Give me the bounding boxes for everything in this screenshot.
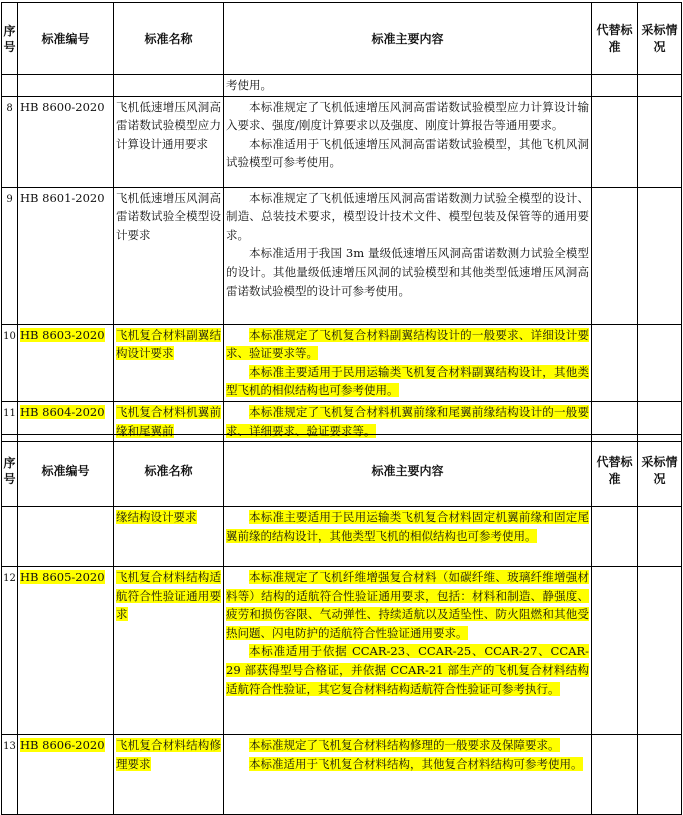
- row-content: 本标准规定了飞机复合材料机翼前缘和尾翼前缘结构设计的一般要求、详细要求、验证要求等。: [224, 401, 592, 441]
- row-no: 9: [2, 187, 18, 324]
- row-no: 12: [2, 567, 18, 735]
- row-code: HB 8606-2020: [20, 738, 105, 752]
- row-content: 本标准规定了飞机复合材料副翼结构设计的一般要求、详细设计要求、验证要求等。 本标准主要适用于民用运输类飞机复合材料副翼结构设计，其他类型飞机的相似结构也可参考使用。: [224, 324, 592, 401]
- row-content: 考使用。: [224, 75, 592, 97]
- row-no: 8: [2, 96, 18, 187]
- table-header-row: [2, 3, 682, 75]
- header-content: 标准主要内容: [224, 435, 592, 507]
- row-name: 缘结构设计要求: [116, 510, 197, 524]
- row-code: HB 8605-2020: [20, 570, 105, 584]
- table-header-row: [2, 435, 682, 507]
- header-replace: 代替标准: [592, 3, 638, 75]
- row-code: HB 8601-2020: [18, 187, 114, 324]
- header-adopt: 采标情况: [638, 435, 682, 507]
- table-row: [2, 187, 682, 324]
- header-no: 序号: [2, 435, 18, 507]
- header-replace: 代替标准: [592, 435, 638, 507]
- row-no: 13: [2, 735, 18, 815]
- table-row-continued: [2, 75, 682, 97]
- row-name: 飞机复合材料结构适航符合性验证通用要求: [116, 570, 221, 622]
- row-name: 飞机复合材料机翼前缘和尾翼前: [116, 404, 221, 438]
- row-code: HB 8603-2020: [20, 327, 105, 342]
- row-content: 本标准规定了飞机纤维增强复合材料（如碳纤维、玻璃纤维增强材料等）结构的适航符合性验证通用要求，包括：材料和制造、静强度、疲劳和损伤容限、气动弹性、持续适航以及适坠性、防火阻燃和其他受热问题、闪电防护的适航符合性验证通用要求。 本标准适用于依据 CCAR-23、CCAR-25、CCAR-27、CCAR-29 部获得型号合格证，并依据 CCAR-21 部生产的飞机复合材料结构适航符合性验证，其它复合材料结构适航符合性验证可参考执行。: [224, 567, 592, 735]
- row-code: HB 8604-2020: [20, 404, 105, 419]
- standards-table-1: [1, 2, 682, 442]
- row-no: 11: [2, 401, 18, 441]
- header-adopt: 采标情况: [638, 3, 682, 75]
- row-name: 飞机复合材料结构修理要求: [116, 738, 221, 771]
- table-row: [2, 324, 682, 401]
- row-content: 本标准规定了飞机低速增压风洞高雷诺数测力试验全模型的设计、制造、总装技术要求，模型设计技术文件、模型包装及保管等的通用要求。 本标准适用于我国 3m 量级低速增压风洞高雷诺数测力试验全模型的设计。其他量级低速增压风洞的试验模型和其他类型低速增压风洞高雷诺数试验模型的设计可参考使用。: [224, 187, 592, 324]
- table-row: [2, 96, 682, 187]
- row-content: 本标准规定了飞机复合材料结构修理的一般要求及保障要求。 本标准适用于飞机复合材料结构，其他复合材料结构可参考使用。: [224, 735, 592, 815]
- standards-table-2: [1, 434, 682, 815]
- table-row: [2, 735, 682, 815]
- header-no: 序号: [2, 3, 18, 75]
- header-code: 标准编号: [18, 435, 114, 507]
- row-name: 飞机低速增压风洞高雷诺数试验模型应力计算设计通用要求: [114, 96, 224, 187]
- header-name: 标准名称: [114, 435, 224, 507]
- row-code: HB 8600-2020: [18, 96, 114, 187]
- header-content: 标准主要内容: [224, 3, 592, 75]
- row-content: 本标准主要适用于民用运输类飞机复合材料固定机翼前缘和固定尾翼前缘的结构设计，其他类型飞机的相似结构也可参考使用。: [224, 507, 592, 567]
- table-row-continued: [2, 507, 682, 567]
- row-name: 飞机复合材料副翼结构设计要求: [116, 327, 221, 361]
- header-name: 标准名称: [114, 3, 224, 75]
- header-code: 标准编号: [18, 3, 114, 75]
- row-content: 本标准规定了飞机低速增压风洞高雷诺数试验模型应力计算设计输入要求、强度/刚度计算要求以及强度、刚度计算报告等通用要求。 本标准适用于飞机低速增压风洞高雷诺数试验模型，其他飞机风洞试验模型可参考使用。: [224, 96, 592, 187]
- row-no: 10: [2, 324, 18, 401]
- row-name: 飞机低速增压风洞高雷诺数试验全模型设计要求: [114, 187, 224, 324]
- table-row: [2, 567, 682, 735]
